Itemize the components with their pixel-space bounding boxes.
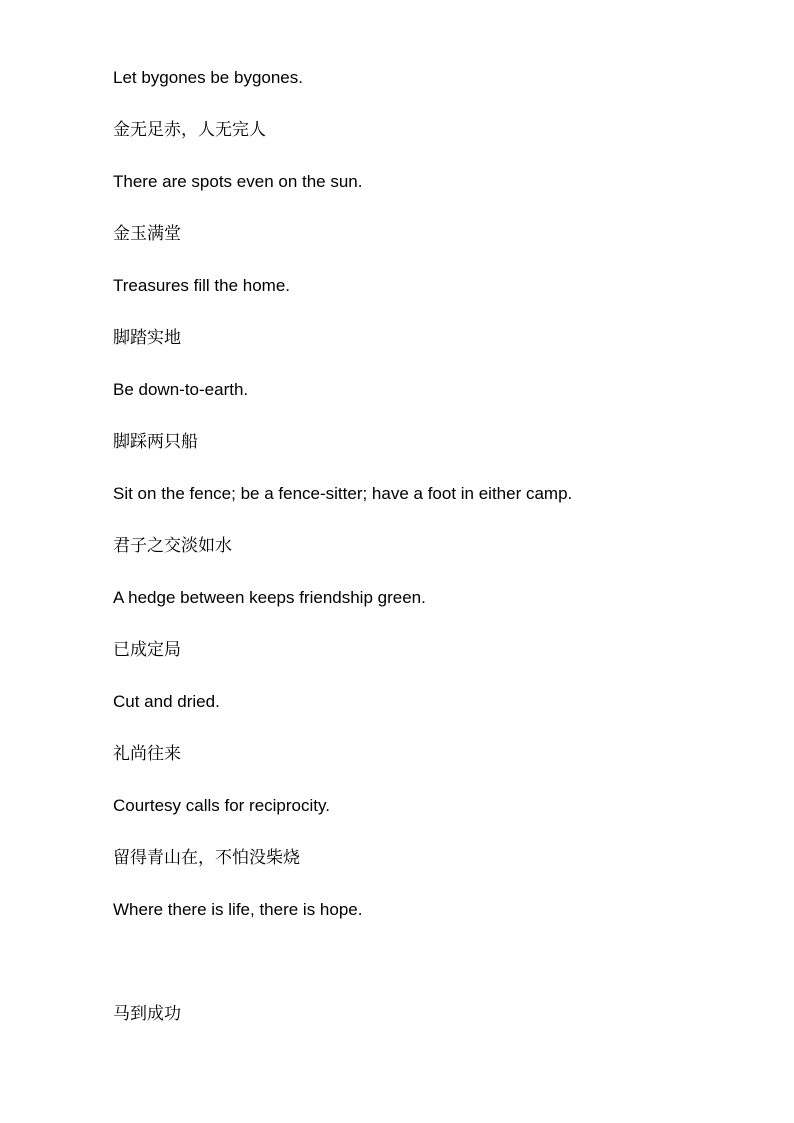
- text-line: Courtesy calls for reciprocity.: [113, 796, 330, 815]
- text-line: Cut and dried.: [113, 692, 220, 711]
- text-line: 礼尚往来: [113, 744, 181, 764]
- text-line: Where there is life, there is hope.: [113, 900, 363, 919]
- text-line: There are spots even on the sun.: [113, 172, 363, 191]
- text-line: 脚踩两只船: [113, 432, 198, 452]
- text-line: Let bygones be bygones.: [113, 68, 303, 87]
- text-line: Be down-to-earth.: [113, 380, 249, 399]
- text-line: 马到成功: [113, 1004, 181, 1024]
- text-line: 金无足赤，人无完人: [113, 120, 266, 140]
- text-line: 已成定局: [113, 640, 181, 660]
- text-line: 留得青山在，不怕没柴烧: [113, 848, 300, 868]
- text-line: 君子之交淡如水: [113, 536, 232, 556]
- text-line: Sit on the fence; be a fence-sitter; have a foot in either camp.: [113, 484, 573, 503]
- text-line: A hedge between keeps friendship green.: [113, 588, 426, 607]
- text-line: 脚踏实地: [113, 328, 181, 348]
- text-line: 金玉满堂: [113, 224, 181, 244]
- text-line: Treasures fill the home.: [113, 276, 290, 295]
